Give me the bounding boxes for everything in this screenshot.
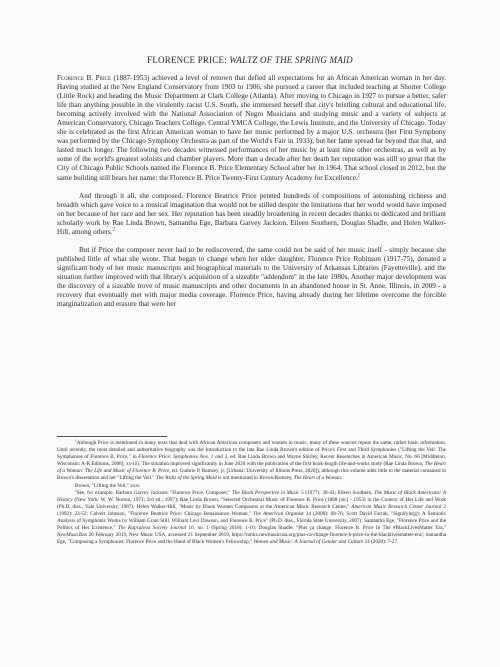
footnote-2-text: 5 (1977): 30-43; Eileen Southern, [299, 489, 375, 496]
paragraph-1 [57, 74, 446, 183]
footnote-2-text: (New York: W. W. Norton, 1971; 3rd ed., 1997); Rae Linda Brown, "Selected Orchestral Music of Florence B. Price (1888 [sic] - 1953) in the Context of Her Life and Work (Ph.D. diss., Yale University, 1987); Helen Walker-Hill, "Music by Black Women Composers at the American Music Research Center," [57, 496, 446, 510]
footnote-2-text: 20 February 2019, New Music USA, accessed 21 September 2019, https://nmbx.newmusicusa.org/plus-ca-change-florence-b-price-in-the-blacklivesmatter-era/; Samantha Ege, "Composing a Symphonist: Florence Price and the Hand of Black Women's Fellowship," [57, 532, 446, 546]
footnote-1-continued [57, 483, 446, 490]
footnote-2-text: 34 (2000): 68-76; Scott David Farrah, "Signifyin(g): A Semiotic Analysis of Symphonic Works by William Grant Still, William Levi Dawson, and Florence B. Price" (Ph.D. diss., Florida State University, 2007); Samantha Ege, "Florence Price and the Politics of Her Existence," [57, 510, 446, 532]
author-name: Florence B. Price [57, 74, 111, 82]
footnote-1-text: . [340, 475, 343, 482]
paragraph-1-text: (1887-1953) achieved a level of renown that defied all expectations for an African American woman in her day. Having studied at the New England Conservatory from 1903 to 1906, she pursued a career that included teaching at Shorter College (Little Rock) and heading the Music Department at Clark College (Atlanta). After moving to Chicago in 1927 to pursue a better, safer life than anything possible in the virulently racist U.S. South, she immersed herself that city's bristling cultural and educational life, becoming actively involved with the National Association of Negro Musicians and studying music and a variety of subjects at American Conservatory, Chicago Teachers College, Central YMCA College, the Lewis Institute, and the University of Chicago. Today she is celebrated as the first African American woman to have her music performed by a major U.S. orchestra (her First Symphony was performed by the Chicago Symphony Orchestra as part of the World's Fair in 1933), but her fame spread far beyond that that, and lasted much longer. The following two decades witnessed performances of her music by at least nine other orchestras, as well as by some of the world's greatest soloists and chamber players. More than a decade after her death her reputation was still so great that the City of Chicago Public Schools named the Florence B. Price Elementary School after her in 1964. That school closed in 2012, but the same building still bears her name: the Florence B. Price Twenty-First Century Academy for Excellence. [57, 74, 446, 182]
body-text [57, 74, 446, 318]
footnote-2-title: The Music of Black Americans: A History [57, 489, 447, 503]
page-title [0, 55, 500, 65]
footnote-1-title: The Heart of a Woman [293, 475, 341, 482]
paragraph-3 [57, 246, 446, 309]
footnote-2 [57, 487, 447, 547]
footnote-mark-1: 1 [75, 438, 77, 443]
footnote-divider [57, 436, 167, 437]
footnote-1-text: , ed. Rae Linda Brown and Wayne Shirley, Recent Researches in American Music, No. 66 [Middleton, Wisconsin: A-R Editions, 2008], xv-lii). The situation improved significantly in June 2020 with the publication of the first book-length life-and-works study (Rae Linda Brown, [57, 454, 446, 468]
title-prefix: FLORENCE PRICE: [147, 55, 230, 65]
footnote-1 [57, 440, 446, 483]
footnote-mark-2: 2 [75, 487, 77, 492]
footnote-2-text: 24 (2020): 7-27. [363, 539, 399, 546]
footnotes [57, 440, 446, 546]
footnote-ref-2[interactable]: 2 [112, 227, 115, 233]
footnote-1-title: The Heart of a Woman: The Life and Music of Florence B. Price [57, 461, 446, 475]
title-work: WALTZ OF THE SPRING MAID [229, 55, 353, 65]
footnote-2-title: American Music Research Center Journal [351, 503, 442, 510]
footnote-2-title: NewMusicBox [57, 532, 87, 539]
footnote-2-text: 2 (1992): 23-52; Calvert Johnson, "Florence Beatrice Price: Chicago Renaissance Woman," [57, 503, 446, 517]
footnote-1-text: is not mentioned in Brown/Ramsey, [216, 475, 294, 482]
footnote-2-title: The Kapralova Society Journal [117, 525, 187, 532]
footnote-1-ibid: Brown, "Lifting the Veil," xxiv. [75, 482, 141, 489]
footnote-2-text: 16, no. 1 (Spring 2018): 1-10; Douglas Shadle, "Plus ça change: Florence B. Price In The #BlackLivesMatter Era," [186, 525, 446, 532]
footnote-2-title: Women and Music: A Journal of Gender and Culture [253, 539, 364, 546]
footnote-2-title: The Black Perspective in Music [232, 489, 300, 496]
paragraph-2 [57, 192, 446, 237]
footnote-1-text: Although Price is mentioned in many texts that deal with African American composers and women in music, many of these sources repeat the same, rather basic information. Until recently, the most detailed and authoritative biography was the Introduction to the late Rae Linda Brown's edition of Price's First and Third Symphonies ("Lifting the Veil: The Symphonies of Florence B. Price," in [57, 440, 446, 461]
footnote-ref-1[interactable]: 1 [357, 173, 361, 179]
footnote-2-text: See, for example, Barbara Garvey Jackson: "Florence Price, Composer," [76, 489, 233, 496]
footnote-1-title: Florence Price: Symphonies Nos. 1 and 3 [138, 454, 228, 461]
footnote-1-text: , ed. Guthrie P. Ramsey, jr. [Urbana: University of Illinois Press, 2020]), although this volume adds little to the material contained in Brown's dissertation and her "Lifting the Veil." The [57, 468, 446, 482]
footnote-1-title: Waltz of the Spring Maid [165, 475, 217, 482]
paragraph-3-text: But if Price the composer never had to be rediscovered, the same could not be said of her music itself - simply because she published little of what she wrote. That began to change when her older daughter, Florence Price Robinson (1917-75), donated a significant body of her music manuscripts and biographical materials to the University of Arkansas Libraries (Fayetteville), and the situation further improved with that library's acquisition of a sizeable "addendum" in the late 1980s. Another major development was the discovery of a sizeable trove of music manuscripts and other documents in an abandoned house in St. Anne, Illinois, in 2009 - a recovery that eventually met with major media coverage. Florence Price, having already during her lifetime overcome the forcible marginalization and erasure that were her [57, 245, 446, 309]
footnote-2-title: The American Organist [253, 510, 304, 517]
paragraph-2-text: And through it all, she composed. Florence Beatrice Price penned hundreds of compositions of astonishing richness and breadth which gave voice to a musical imagination that would not be stilled despite the limitations that her world would have imposed on her because of her race and her sex. Her reputation has been steadily broadening in recent decades thanks to dedicated and brilliant scholarly work by Rae Linda Brown, Samantha Ege, Barbara Garvey Jackson, Eileen Southern, Douglas Shadle, and Helen Walker-Hill, among others. [57, 191, 446, 236]
